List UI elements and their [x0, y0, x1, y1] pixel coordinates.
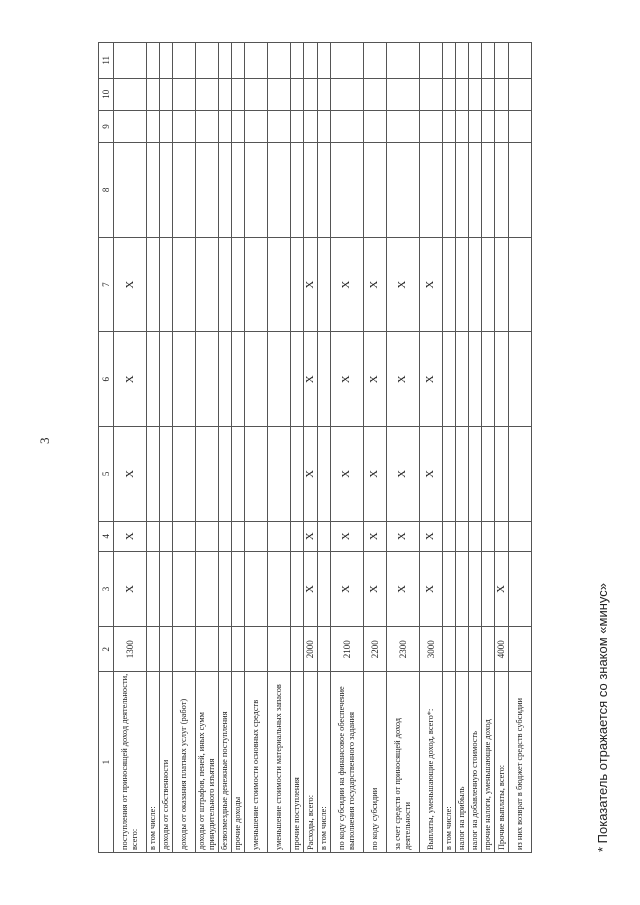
table-cell [173, 521, 196, 551]
table-cell [508, 521, 531, 551]
table-body [114, 43, 532, 853]
table-cell [147, 43, 160, 79]
table-cell [304, 43, 318, 79]
table-row [219, 43, 232, 853]
table-cell [494, 427, 508, 522]
row-label: Прочие выплаты, всего: [494, 672, 508, 853]
x-mark: X [114, 427, 147, 522]
table-cell [442, 110, 455, 142]
table-cell [442, 427, 455, 522]
row-code [291, 627, 304, 672]
x-mark: X [330, 237, 363, 332]
table-cell [508, 110, 531, 142]
x-mark: X [386, 237, 419, 332]
table-cell [317, 110, 330, 142]
row-code [268, 627, 291, 672]
x-mark: X [330, 521, 363, 551]
table-cell [268, 143, 291, 238]
table-row [160, 43, 173, 853]
table-cell [245, 332, 268, 427]
table-cell [455, 143, 468, 238]
row-code [196, 627, 219, 672]
table-cell [419, 43, 442, 79]
table-cell [419, 143, 442, 238]
table-cell [245, 521, 268, 551]
x-mark: X [304, 237, 318, 332]
table-cell [232, 332, 245, 427]
table-cell [219, 551, 232, 626]
table-cell [468, 521, 481, 551]
header-cell: 6 [99, 332, 114, 427]
table-cell [386, 43, 419, 79]
table-row [468, 43, 481, 853]
table-cell [291, 110, 304, 142]
row-label: по коду субсидии [363, 672, 386, 853]
table-cell [219, 332, 232, 427]
table-cell [494, 237, 508, 332]
table-cell [494, 110, 508, 142]
table-cell [317, 143, 330, 238]
table-cell [508, 332, 531, 427]
table-cell [268, 43, 291, 79]
table-cell [291, 78, 304, 110]
header-cell: 2 [99, 627, 114, 672]
table-cell [455, 332, 468, 427]
table-row [419, 43, 442, 853]
row-label: Выплаты, уменьшающие доход, всего*: [419, 672, 442, 853]
table-cell [291, 521, 304, 551]
table-cell [147, 143, 160, 238]
table-cell [268, 110, 291, 142]
row-code [219, 627, 232, 672]
table-cell [245, 427, 268, 522]
table-cell [173, 332, 196, 427]
table-cell [330, 143, 363, 238]
table-cell [196, 332, 219, 427]
x-mark: X [330, 551, 363, 626]
row-label: из них возврат в бюджет средств субсидии [508, 672, 531, 853]
x-mark: X [114, 551, 147, 626]
table-cell [317, 551, 330, 626]
table-cell [291, 237, 304, 332]
table-row [330, 43, 363, 853]
table-cell [386, 78, 419, 110]
table-cell [219, 237, 232, 332]
table-cell [330, 78, 363, 110]
table-cell [232, 237, 245, 332]
page-number: 3 [37, 437, 52, 444]
row-label: доходы от оказания платных услуг (работ) [173, 672, 196, 853]
table-cell [468, 110, 481, 142]
table-cell [245, 110, 268, 142]
table-cell [160, 78, 173, 110]
x-mark: X [363, 521, 386, 551]
table-cell [363, 78, 386, 110]
table-cell [160, 143, 173, 238]
table-cell [147, 78, 160, 110]
table-cell [317, 237, 330, 332]
row-label: доходы от штрафов, пеней, иных сумм принудительного изъятия [196, 672, 219, 853]
table-cell [330, 43, 363, 79]
table-cell [442, 78, 455, 110]
table-cell [304, 110, 318, 142]
table-cell [442, 237, 455, 332]
table-cell [114, 43, 147, 79]
table-cell [494, 143, 508, 238]
row-label: за счет средств от приносящей доход деятельности [386, 672, 419, 853]
x-mark: X [304, 427, 318, 522]
row-label: прочие доходы [232, 672, 245, 853]
table-row [363, 43, 386, 853]
table-row [508, 43, 531, 853]
x-mark: X [363, 427, 386, 522]
table-cell [363, 43, 386, 79]
table-cell [291, 332, 304, 427]
table-cell [219, 427, 232, 522]
table-cell [114, 110, 147, 142]
table-cell [245, 78, 268, 110]
row-code: 2200 [363, 627, 386, 672]
table-cell [232, 43, 245, 79]
table-row [442, 43, 455, 853]
x-mark: X [419, 237, 442, 332]
table-cell [173, 43, 196, 79]
row-label: уменьшение стоимости основных средств [245, 672, 268, 853]
table-cell [160, 43, 173, 79]
table-row [291, 43, 304, 853]
table-cell [196, 110, 219, 142]
row-code: 4000 [494, 627, 508, 672]
table-row [147, 43, 160, 853]
row-code [317, 627, 330, 672]
table-cell [147, 427, 160, 522]
x-mark: X [386, 551, 419, 626]
table-cell [196, 427, 219, 522]
table-row [304, 43, 318, 853]
row-label: прочие налоги, уменьшающие доход [481, 672, 494, 853]
table-cell [232, 110, 245, 142]
x-mark: X [386, 427, 419, 522]
row-label: безвозмездные денежные поступления [219, 672, 232, 853]
row-label: в том числе: [317, 672, 330, 853]
table-cell [508, 43, 531, 79]
row-label: уменьшение стоимости материальных запасов [268, 672, 291, 853]
table-cell [481, 521, 494, 551]
footnote: * Показатель отражается со знаком «минус» [595, 583, 610, 852]
table-cell [219, 78, 232, 110]
row-label: Расходы, всего: [304, 672, 318, 853]
table-cell [455, 237, 468, 332]
table-row [317, 43, 330, 853]
table-cell [196, 78, 219, 110]
x-mark: X [419, 332, 442, 427]
table-cell [442, 43, 455, 79]
table-row [455, 43, 468, 853]
header-cell: 11 [99, 43, 114, 79]
table-cell [386, 110, 419, 142]
table-cell [232, 427, 245, 522]
header-cell: 9 [99, 110, 114, 142]
table-cell [232, 551, 245, 626]
row-label: доходы от собственности [160, 672, 173, 853]
table-row [114, 43, 147, 853]
table-cell [481, 43, 494, 79]
table-cell [304, 78, 318, 110]
table-cell [468, 43, 481, 79]
table-cell [147, 332, 160, 427]
row-label: налог на добавленную стоимость [468, 672, 481, 853]
table-cell [442, 551, 455, 626]
table-cell [245, 551, 268, 626]
table-cell [268, 78, 291, 110]
row-code [245, 627, 268, 672]
table-cell [508, 237, 531, 332]
table-cell [481, 237, 494, 332]
table-cell [468, 427, 481, 522]
row-label: поступления от приносящей доход деятельности, всего: [114, 672, 147, 853]
table-cell [494, 43, 508, 79]
row-code: 1300 [114, 627, 147, 672]
table-cell [268, 332, 291, 427]
table-cell [219, 43, 232, 79]
table-cell [147, 521, 160, 551]
table-cell [363, 143, 386, 238]
table-cell [330, 110, 363, 142]
table-cell [317, 332, 330, 427]
table-cell [363, 110, 386, 142]
table-cell [508, 551, 531, 626]
row-code [147, 627, 160, 672]
row-label: в том числе: [147, 672, 160, 853]
row-label: налог на прибыль [455, 672, 468, 853]
table-cell [114, 78, 147, 110]
table-cell [494, 78, 508, 110]
table-cell [245, 143, 268, 238]
header-cell: 3 [99, 551, 114, 626]
table-cell [173, 143, 196, 238]
row-code: 2100 [330, 627, 363, 672]
table-cell [219, 110, 232, 142]
table-cell [268, 427, 291, 522]
table-cell [455, 521, 468, 551]
table-cell [196, 237, 219, 332]
table-cell [468, 551, 481, 626]
table-cell [442, 143, 455, 238]
table-cell [173, 427, 196, 522]
table-cell [419, 78, 442, 110]
table-cell [481, 143, 494, 238]
table-cell [386, 143, 419, 238]
table-row [232, 43, 245, 853]
table-cell [508, 427, 531, 522]
table-cell [494, 521, 508, 551]
table-cell [455, 427, 468, 522]
financial-table [98, 42, 592, 853]
table-cell [455, 551, 468, 626]
row-code [232, 627, 245, 672]
table-cell [160, 427, 173, 522]
header-cell: 4 [99, 521, 114, 551]
x-mark: X [419, 521, 442, 551]
table-cell [442, 521, 455, 551]
row-code: 2000 [304, 627, 318, 672]
table-cell [232, 143, 245, 238]
table-cell [160, 110, 173, 142]
row-label: прочие поступления [291, 672, 304, 853]
table-cell [291, 143, 304, 238]
x-mark: X [363, 332, 386, 427]
table-cell [147, 551, 160, 626]
table-cell [173, 237, 196, 332]
table-cell [245, 43, 268, 79]
table-cell [494, 332, 508, 427]
x-mark: X [386, 521, 419, 551]
table-row [386, 43, 419, 853]
row-code [468, 627, 481, 672]
row-code [455, 627, 468, 672]
table-cell [455, 78, 468, 110]
x-mark: X [419, 427, 442, 522]
x-mark: X [363, 551, 386, 626]
table-cell [508, 78, 531, 110]
table-cell [114, 143, 147, 238]
table-cell [232, 521, 245, 551]
table-cell [468, 237, 481, 332]
x-mark: X [114, 521, 147, 551]
header-cell: 10 [99, 78, 114, 110]
table-cell [481, 332, 494, 427]
table-cell [317, 43, 330, 79]
table-cell [317, 521, 330, 551]
table-cell [160, 237, 173, 332]
table-cell [419, 110, 442, 142]
table-cell [508, 143, 531, 238]
table-cell [196, 143, 219, 238]
table-cell [317, 78, 330, 110]
x-mark: X [114, 237, 147, 332]
table-cell [291, 551, 304, 626]
table-cell [219, 143, 232, 238]
x-mark: X [386, 332, 419, 427]
x-mark: X [304, 521, 318, 551]
table-cell [173, 551, 196, 626]
table-row [173, 43, 196, 853]
header-cell: 7 [99, 237, 114, 332]
x-mark: X [304, 551, 318, 626]
header-cell: 8 [99, 143, 114, 238]
table-cell [268, 521, 291, 551]
table-cell [468, 143, 481, 238]
row-code: 2300 [386, 627, 419, 672]
table-cell [304, 143, 318, 238]
table-cell [196, 521, 219, 551]
table-cell [160, 551, 173, 626]
x-mark: X [330, 427, 363, 522]
row-code [173, 627, 196, 672]
table-cell [147, 237, 160, 332]
table-cell [173, 110, 196, 142]
table-cell [196, 43, 219, 79]
header-cell: 5 [99, 427, 114, 522]
table-cell [317, 427, 330, 522]
row-code: 3000 [419, 627, 442, 672]
table-cell [455, 43, 468, 79]
row-code [481, 627, 494, 672]
row-label: в том числе: [442, 672, 455, 853]
x-mark: X [419, 551, 442, 626]
table-cell [442, 332, 455, 427]
table-row [268, 43, 291, 853]
table-cell [219, 521, 232, 551]
table-cell [455, 110, 468, 142]
table-row [481, 43, 494, 853]
x-mark: X [494, 551, 508, 626]
table-row [494, 43, 508, 853]
row-code [508, 627, 531, 672]
table-cell [481, 78, 494, 110]
table-cell [481, 110, 494, 142]
table-cell [173, 78, 196, 110]
table-cell [268, 237, 291, 332]
x-mark: X [363, 237, 386, 332]
table-cell [481, 427, 494, 522]
table-row [196, 43, 219, 853]
table-cell [160, 332, 173, 427]
table-cell [196, 551, 219, 626]
row-label: по коду субсидии на финансовое обеспечение выполнения государственного задания [330, 672, 363, 853]
table-cell [245, 237, 268, 332]
header-cell: 1 [99, 672, 114, 853]
x-mark: X [330, 332, 363, 427]
row-code [160, 627, 173, 672]
table-cell [160, 521, 173, 551]
header-row [99, 43, 114, 853]
table-cell [268, 551, 291, 626]
table-cell [291, 43, 304, 79]
table-cell [147, 110, 160, 142]
row-code [442, 627, 455, 672]
x-mark: X [114, 332, 147, 427]
x-mark: X [304, 332, 318, 427]
table-cell [468, 332, 481, 427]
table-row [245, 43, 268, 853]
table-cell [232, 78, 245, 110]
plan-table [98, 42, 532, 853]
table-cell [291, 427, 304, 522]
table-cell [481, 551, 494, 626]
table-cell [468, 78, 481, 110]
